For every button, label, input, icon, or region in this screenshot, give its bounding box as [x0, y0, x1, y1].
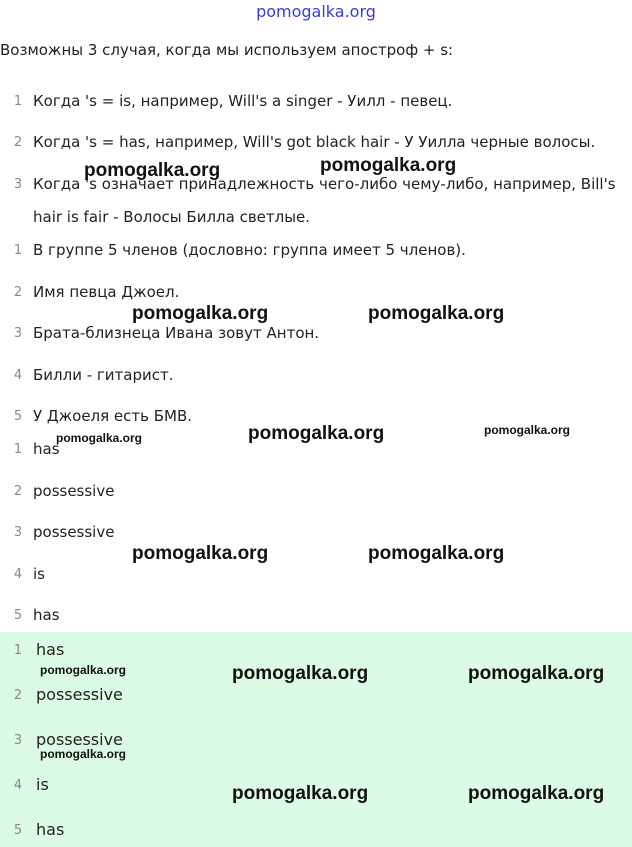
- answer-item: [0, 604, 632, 628]
- answer-item: [0, 521, 632, 545]
- case-text-continued: hair is fair - Волосы Билла светлые.: [33, 208, 311, 226]
- answer-text: possessive: [36, 730, 123, 749]
- answer-text: possessive: [33, 482, 115, 500]
- answer-number: 1: [13, 643, 23, 658]
- watermark: pomogalka.org: [368, 303, 505, 324]
- answer-text: has: [36, 640, 65, 659]
- translation-text: В группе 5 членов (дословно: группа имеет 5 членов).: [33, 241, 466, 259]
- intro-text: Возможны 3 случая, когда мы используем апостроф + s:: [0, 41, 454, 59]
- case-number: 1: [13, 94, 23, 109]
- watermark: pomogalka.org: [320, 155, 457, 176]
- highlighted-answer-item: [0, 819, 632, 843]
- answer-number: 3: [13, 525, 23, 540]
- answer-item: [0, 480, 632, 504]
- answer-number: 5: [13, 608, 23, 623]
- answer-text: has: [33, 606, 60, 624]
- watermark: pomogalka.org: [132, 303, 269, 324]
- highlighted-answer-item: [0, 639, 632, 663]
- translation-text: Билли - гитарист.: [33, 366, 174, 384]
- case-item: [0, 90, 632, 114]
- answer-number: 3: [13, 733, 23, 748]
- translation-text: Имя певца Джоел.: [33, 283, 180, 301]
- answer-item: [0, 563, 632, 587]
- answer-number: 4: [13, 567, 23, 582]
- answer-number: 2: [13, 688, 23, 703]
- answer-text: possessive: [33, 523, 115, 541]
- answer-number: 1: [13, 442, 23, 457]
- watermark: pomogalka.org: [132, 543, 269, 564]
- answer-number: 2: [13, 484, 23, 499]
- watermark: pomogalka.org: [468, 783, 605, 804]
- answer-text: is: [33, 565, 45, 583]
- answer-number: 4: [13, 778, 23, 793]
- watermark: pomogalka.org: [40, 663, 127, 677]
- answer-text: has: [36, 820, 65, 839]
- translation-number: 4: [13, 368, 23, 383]
- translation-text: У Джоеля есть БМВ.: [33, 407, 193, 425]
- case-number: 2: [13, 135, 23, 150]
- case-text: Когда 's = has, например, Will's got black hair - У Уилла черные волосы.: [33, 133, 596, 151]
- case-item: [0, 131, 632, 155]
- translation-number: 5: [13, 409, 23, 424]
- watermark: pomogalka.org: [40, 747, 127, 761]
- answer-number: 5: [13, 823, 23, 838]
- case-text: Когда 's = is, например, Will's a singer - Уилл - певец.: [33, 92, 453, 110]
- case-text: Когда 's означает принадлежность чего-либо чему-либо, например, Bill's: [33, 175, 616, 193]
- translation-item: [0, 364, 632, 388]
- watermark: pomogalka.org: [232, 663, 369, 684]
- translation-number: 1: [13, 243, 23, 258]
- highlighted-answer-item: [0, 684, 632, 708]
- answer-text: possessive: [36, 685, 123, 704]
- site-logo-text[interactable]: pomogalka.org: [256, 2, 376, 21]
- translation-text: Брата-близнеца Ивана зовут Антон.: [33, 324, 320, 342]
- translation-item: [0, 281, 632, 305]
- site-header: [0, 0, 632, 26]
- watermark: pomogalka.org: [368, 543, 505, 564]
- watermark: pomogalka.org: [484, 423, 571, 437]
- watermark: pomogalka.org: [248, 423, 385, 444]
- watermark: pomogalka.org: [56, 431, 143, 445]
- watermark: pomogalka.org: [84, 160, 221, 181]
- translation-number: 2: [13, 285, 23, 300]
- case-number: 3: [13, 177, 23, 192]
- answer-text: has: [33, 440, 60, 458]
- translation-item: [0, 322, 632, 346]
- watermark: pomogalka.org: [232, 783, 369, 804]
- translation-number: 3: [13, 326, 23, 341]
- watermark: pomogalka.org: [468, 663, 605, 684]
- translation-item: [0, 239, 632, 263]
- answer-text: is: [36, 775, 49, 794]
